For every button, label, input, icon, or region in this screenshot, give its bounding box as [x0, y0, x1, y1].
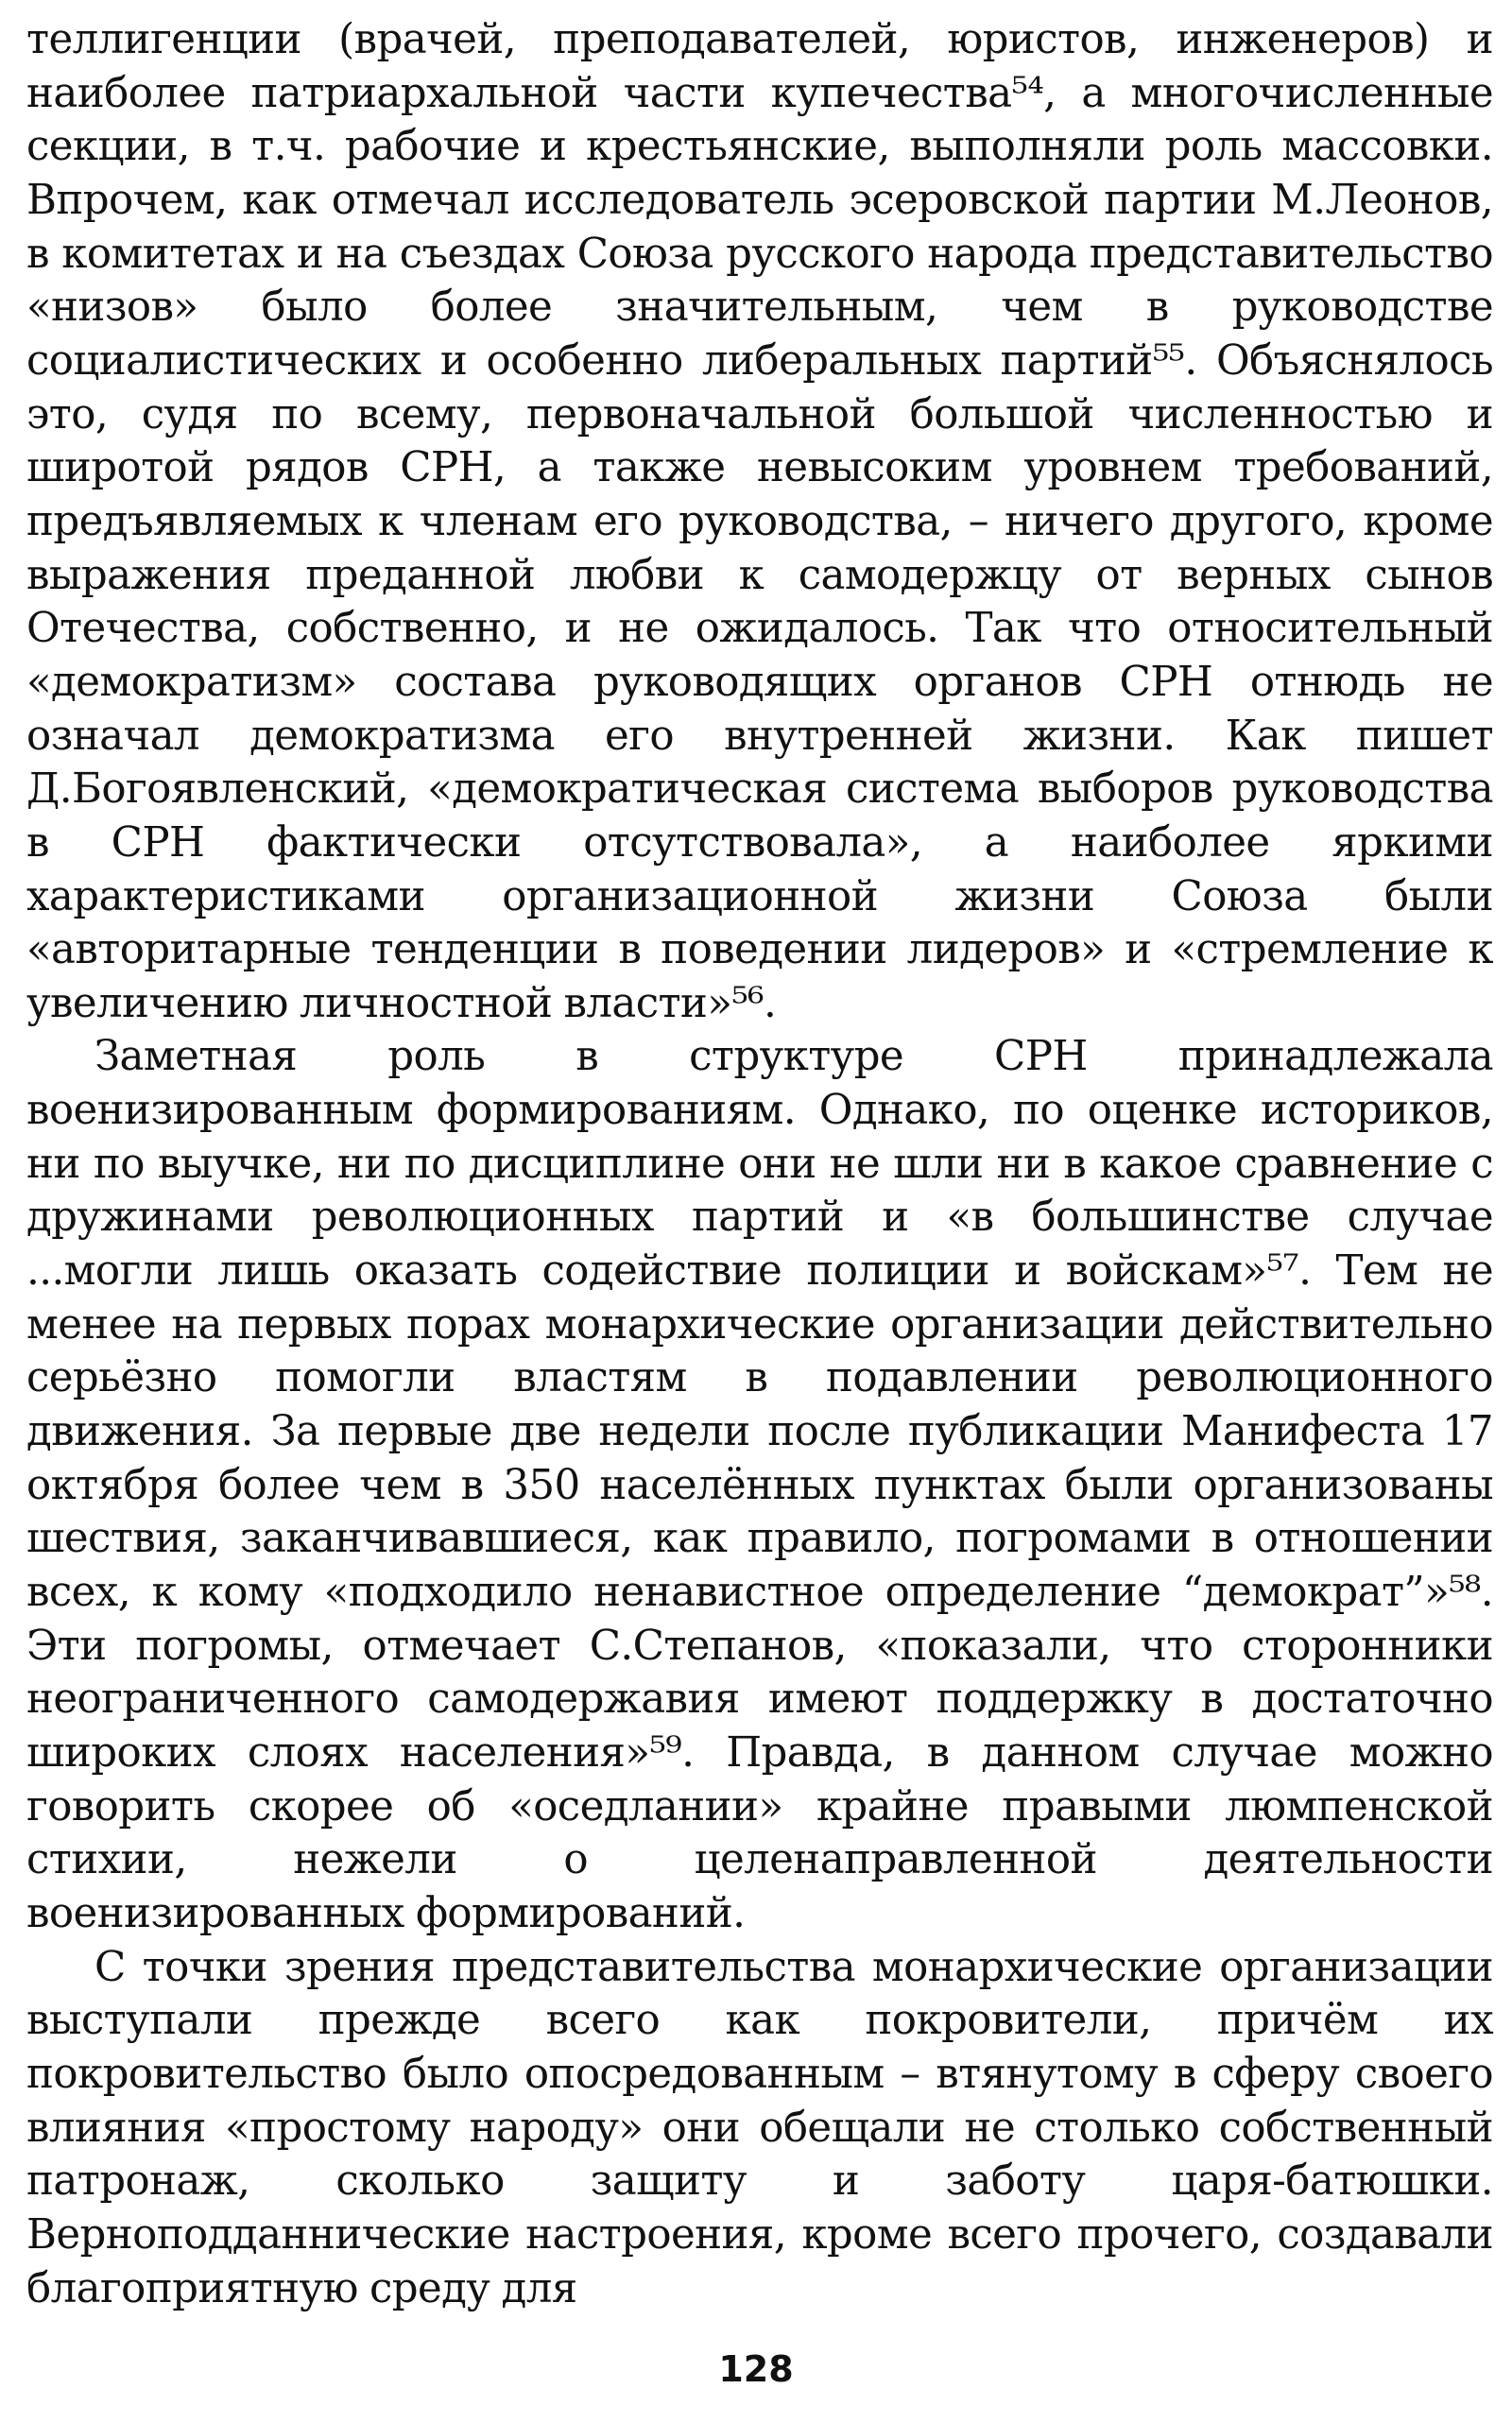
page-number: 128: [718, 2348, 794, 2390]
paragraph-continuation: теллигенции (врачей, преподавателей, юристов, инженеров) и наиболее патриархальной части купечества⁵⁴, а многочисленные секции, в т.ч. рабочие и крестьянские, выполняли роль массовки. Впрочем, как отмечал исследователь эсеровской партии М.Леонов, в комитетах и на съездах Союза русского народа представительство «низов» было более значительным, чем в руководстве социалистических и особенно либеральных партий⁵⁵. Объяснялось это, судя по всему, первоначальной большой численностью и широтой рядов СРН, а также невысоким уровнем требований, предъявляемых к членам его руководства, – ничего другого, кроме выражения преданной любви к самодержцу от верных сынов Отечества, собственно, и не ожидалось. Так что относительный «демократизм» состава руководящих органов СРН отнюдь не означал демократизма его внутренней жизни. Как пишет Д.Богоявленский, «демократическая система выборов руководства в СРН фактически отсутствовала», а наиболее яркими характеристиками организационной жизни Союза были «авторитарные тенденции в поведении лидеров» и «стремление к увеличению личностной власти»⁵⁶.: [26, 16, 1493, 1027]
paragraph-representation: С точки зрения представительства монархические организации выступали прежде всего как покровители, причём их покровительство было опосредованным – втянутому в сферу своего влияния «простому народу» они обещали не столько собственный патронаж, сколько защиту и заботу царя-батюшки. Верноподданнические настроения, кроме всего прочего, создавали благоприятную среду для: [26, 1943, 1493, 2312]
page-body: [26, 13, 1493, 2315]
paragraph-paramilitary: Заметная роль в структуре СРН принадлежала военизированным формированиям. Однако, по оценке историков, ни по выучке, ни по дисциплине они не шли ни в какое сравнение с дружинами революционных партий и «в большинстве случае ...могли лишь оказать содействие полиции и войскам»⁵⁷. Тем не менее на первых порах монархические организации действительно серьёзно помогли властям в подавлении революционного движения. За первые две недели после публикации Манифеста 17 октября более чем в 350 населённых пунктах были организованы шествия, заканчивавшиеся, как правило, погромами в отношении всех, к кому «подходило ненавистное определение “демократ”»⁵⁸. Эти погромы, отмечает С.Степанов, «показали, что сторонники неограниченного самодержавия имеют поддержку в достаточно широких слоях населения»⁵⁹. Правда, в данном случае можно говорить скорее об «оседлании» крайне правыми люмпенской стихии, нежели о целенаправленной деятельности военизированных формирований.: [26, 1033, 1493, 1937]
